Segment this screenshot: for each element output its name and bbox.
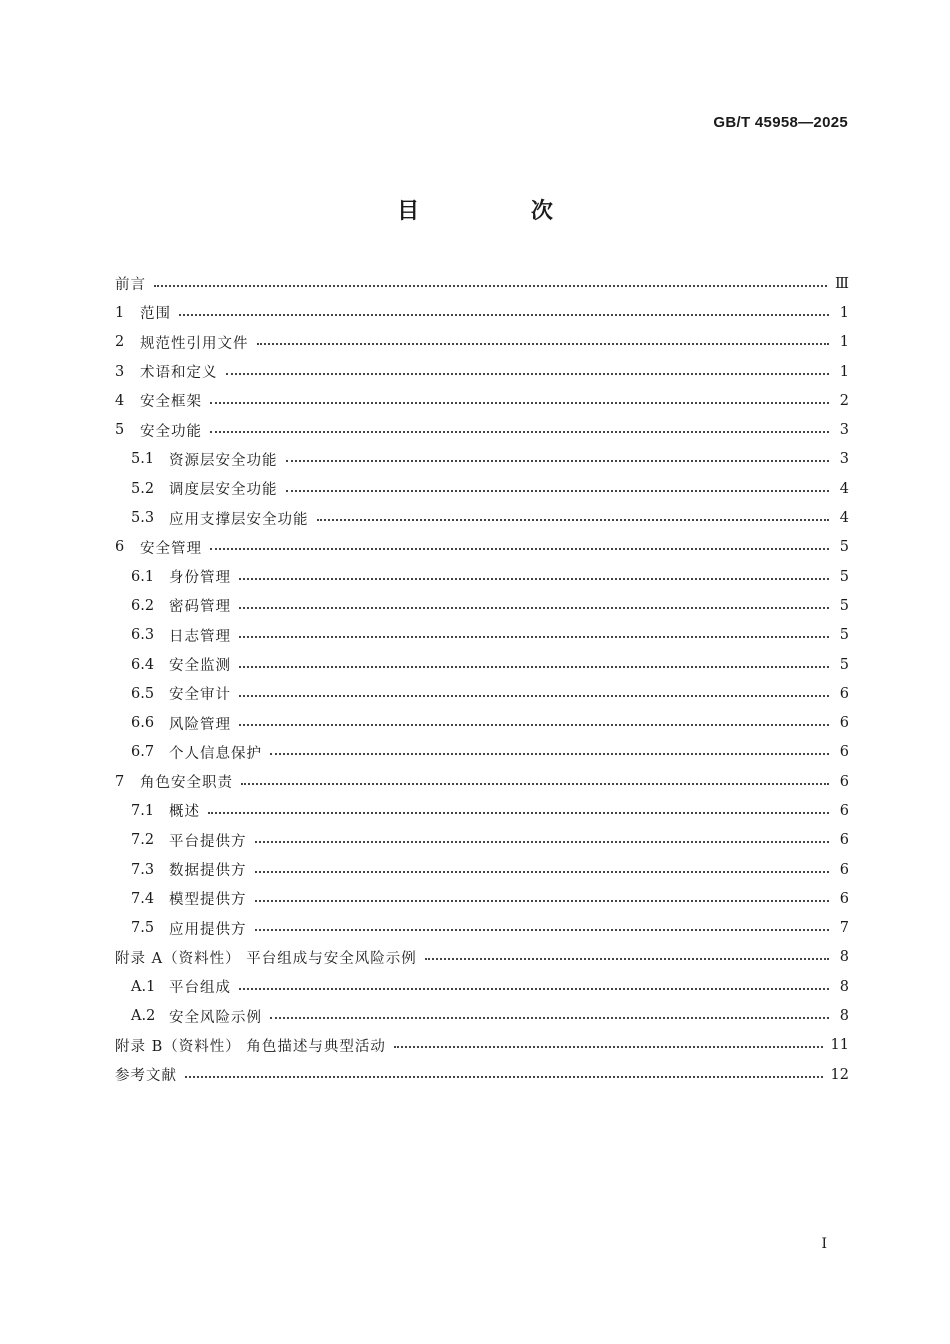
toc-dot-leader <box>270 753 829 755</box>
toc-dot-leader <box>394 1046 823 1048</box>
toc-entry[interactable] <box>115 357 849 386</box>
toc-entry-page: 11 <box>830 1037 849 1054</box>
toc-entry-number: 5.2 <box>131 480 155 497</box>
toc-entry-page: 1 <box>839 334 849 351</box>
toc-entry-page: 7 <box>839 920 849 937</box>
toc-dot-leader <box>286 490 830 492</box>
toc-entry-page: 3 <box>839 451 849 468</box>
toc-entry-page: 5 <box>839 627 849 644</box>
toc-entry-number: 5 <box>115 422 125 439</box>
toc-dot-leader <box>226 373 830 375</box>
toc-entry-page: 1 <box>839 363 849 380</box>
toc-entry-title: 平台提供方 <box>169 833 247 850</box>
toc-entry-number: A.1 <box>131 978 156 995</box>
toc-entry[interactable] <box>115 562 849 591</box>
toc-entry-number: 7.2 <box>131 832 155 849</box>
toc-entry-page: 6 <box>839 685 849 702</box>
toc-entry-page: 1 <box>839 304 849 321</box>
toc-dot-leader <box>241 783 829 785</box>
toc-entry-page: 6 <box>839 802 849 819</box>
toc-entry-page: 6 <box>839 773 849 790</box>
toc-entry-title: 应用提供方 <box>169 921 247 938</box>
toc-entry-title: 个人信息保护 <box>169 745 262 762</box>
toc-entry-page: 6 <box>839 715 849 732</box>
toc-dot-leader <box>239 607 829 609</box>
toc-entry-number: 2 <box>115 334 125 351</box>
toc-entry[interactable] <box>115 796 849 825</box>
toc-entry[interactable] <box>115 650 849 679</box>
toc-entry[interactable] <box>115 1060 849 1089</box>
toc-entry[interactable] <box>115 386 849 415</box>
toc-entry-number: 5.1 <box>131 451 155 468</box>
toc-entry-page: 6 <box>839 890 849 907</box>
toc-entry[interactable] <box>115 474 849 503</box>
toc-dot-leader <box>239 578 829 580</box>
toc-entry-title: 数据提供方 <box>169 863 247 880</box>
toc-title: 目 次 <box>397 199 605 224</box>
toc-dot-leader <box>317 519 830 521</box>
toc-entry-title: 附录 B（资料性） 角色描述与典型活动 <box>115 1038 386 1055</box>
toc-entry-number: 6 <box>115 539 125 556</box>
toc-dot-leader <box>185 1076 823 1078</box>
toc-entry-number: A.2 <box>131 1008 156 1025</box>
toc-entry-title: 角色安全职责 <box>140 775 233 792</box>
toc-dot-leader <box>270 1017 829 1019</box>
toc-entry-title: 术语和定义 <box>140 365 218 382</box>
toc-entry-title: 安全功能 <box>140 423 202 440</box>
toc-entry-title: 安全监测 <box>169 658 231 674</box>
toc-entry-title: 前言 <box>115 277 146 294</box>
toc-entry[interactable] <box>115 445 849 474</box>
toc-entry-title: 参考文献 <box>115 1068 177 1085</box>
toc-entry[interactable] <box>115 914 849 943</box>
toc-entry-title: 日志管理 <box>169 628 231 645</box>
toc-entry-page: 8 <box>839 978 849 995</box>
toc-entry[interactable] <box>115 328 849 357</box>
toc-entry-page: 5 <box>839 656 849 673</box>
toc-dot-leader <box>154 285 827 287</box>
toc-entry[interactable] <box>115 269 849 298</box>
toc-entry-number: 6.2 <box>131 597 155 614</box>
toc-dot-leader <box>257 343 830 345</box>
toc-entry[interactable] <box>115 826 849 855</box>
toc-entry-number: 3 <box>115 363 125 380</box>
toc-entry-number: 7 <box>115 773 125 790</box>
toc-entry-title: 范围 <box>140 306 171 323</box>
toc-dot-leader <box>239 724 829 726</box>
toc-entry-page: 5 <box>839 568 849 585</box>
toc-entry[interactable] <box>115 679 849 708</box>
toc-entry-page: 6 <box>839 861 849 878</box>
toc-entry-number: 1 <box>115 304 125 321</box>
toc-entry-page: 8 <box>839 949 849 966</box>
toc-entry-page: 5 <box>839 597 849 614</box>
toc-dot-leader <box>210 548 829 550</box>
toc-entry[interactable] <box>115 621 849 650</box>
toc-entry[interactable] <box>115 884 849 913</box>
toc-entry-title: 安全管理 <box>140 540 202 557</box>
toc-entry-title: 规范性引用文件 <box>140 335 249 352</box>
toc-entry-title: 附录 A（资料性） 平台组成与安全风险示例 <box>115 950 417 967</box>
toc-dot-leader <box>286 460 830 462</box>
standard-code: GB/T 45958—2025 <box>713 114 848 131</box>
toc-dot-leader <box>210 402 829 404</box>
toc-dot-leader <box>239 988 829 990</box>
toc-entry[interactable] <box>115 591 849 620</box>
toc-entry-title: 平台组成 <box>169 980 231 997</box>
toc-dot-leader <box>210 431 829 433</box>
toc-entry-title: 模型提供方 <box>169 892 247 909</box>
toc-entry[interactable] <box>115 503 849 532</box>
table-of-contents <box>115 269 849 1089</box>
toc-entry-number: 7.4 <box>131 890 155 907</box>
toc-entry-page: 2 <box>839 392 849 409</box>
toc-entry-title: 密码管理 <box>169 599 231 616</box>
toc-dot-leader <box>425 958 829 960</box>
toc-entry-title: 调度层安全功能 <box>169 482 278 499</box>
toc-dot-leader <box>255 841 830 843</box>
toc-entry-number: 6.3 <box>131 627 155 644</box>
toc-dot-leader <box>179 314 829 316</box>
toc-entry-page: 8 <box>839 1008 849 1025</box>
toc-dot-leader <box>239 636 829 638</box>
toc-entry-title: 安全审计 <box>169 687 231 704</box>
toc-dot-leader <box>239 695 829 697</box>
toc-entry-page: 4 <box>839 480 849 497</box>
toc-entry[interactable] <box>115 1031 849 1060</box>
toc-entry-number: 6.5 <box>131 685 155 702</box>
toc-entry[interactable] <box>115 738 849 767</box>
toc-entry-page: 4 <box>839 510 849 527</box>
toc-entry-page: 5 <box>839 539 849 556</box>
toc-entry-page: Ⅲ <box>835 275 849 292</box>
toc-entry-number: 6.4 <box>131 656 155 673</box>
toc-entry-number: 7.3 <box>131 861 155 878</box>
toc-entry[interactable] <box>115 767 849 796</box>
toc-entry[interactable] <box>115 855 849 884</box>
toc-entry[interactable] <box>115 298 849 327</box>
toc-dot-leader <box>255 871 830 873</box>
toc-entry-title: 应用支撑层安全功能 <box>169 511 309 528</box>
toc-entry-title: 资源层安全功能 <box>169 452 278 469</box>
toc-entry-page: 6 <box>839 744 849 761</box>
toc-dot-leader <box>239 666 829 668</box>
toc-entry-number: 6.6 <box>131 715 155 732</box>
toc-entry-number: 5.3 <box>131 510 155 527</box>
toc-entry-page: 12 <box>830 1066 849 1083</box>
toc-entry[interactable] <box>115 1001 849 1030</box>
toc-entry-number: 4 <box>115 392 125 409</box>
toc-entry-page: 3 <box>839 422 849 439</box>
toc-entry-number: 6.7 <box>131 744 155 761</box>
toc-dot-leader <box>255 900 830 902</box>
toc-entry[interactable] <box>115 415 849 444</box>
toc-entry-page: 6 <box>839 832 849 849</box>
toc-entry-title: 风险管理 <box>169 716 231 733</box>
toc-entry-title: 身份管理 <box>169 570 231 587</box>
toc-dot-leader <box>255 929 830 931</box>
toc-dot-leader <box>208 812 829 814</box>
toc-entry-title: 概述 <box>169 804 200 821</box>
toc-entry[interactable] <box>115 943 849 972</box>
toc-entry-title: 安全框架 <box>140 394 202 411</box>
toc-entry[interactable] <box>115 708 849 737</box>
toc-entry-number: 7.1 <box>131 802 155 819</box>
page-number: I <box>821 1236 827 1252</box>
toc-entry-number: 7.5 <box>131 920 155 937</box>
toc-entry-number: 6.1 <box>131 568 155 585</box>
toc-entry[interactable] <box>115 972 849 1001</box>
toc-entry-title: 安全风险示例 <box>169 1009 262 1026</box>
toc-entry[interactable] <box>115 533 849 562</box>
